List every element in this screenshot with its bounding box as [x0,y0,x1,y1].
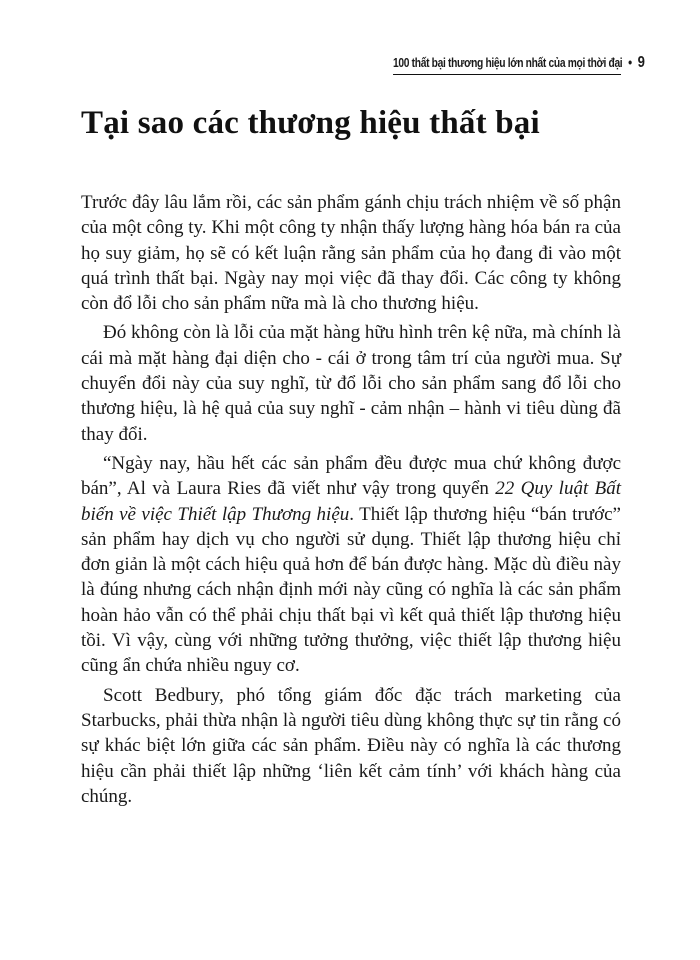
body-text [81,190,621,813]
page-number: 9 [637,54,645,71]
book-title: 100 thất bại thương hiệu lớn nhất của mọi thời đại [393,56,623,70]
chapter-title: Tại sao các thương hiệu thất bại [81,105,540,141]
paragraph-3-lead: “Ngày nay, hầu hết các sản phẩm đều được mua chứ không được bán”, Al và Laura Ries đã viết như vậy trong quyển [81,452,621,500]
paragraph-3 [81,451,621,679]
paragraph-1: Trước đây lâu lắm rồi, các sản phẩm gánh chịu trách nhiệm về số phận của một công ty. Khi một công ty nhận thấy lượng hàng hóa bán ra của họ suy giảm, họ sẽ có kết luận rằng sản phẩm của họ đang đi vào một quá trình thất bại. Ngày nay mọi việc đã thay đổi. Các công ty không còn đổ lỗi cho sản phẩm nữa mà là cho thương hiệu. [81,192,621,315]
paragraph-4: Scott Bedbury, phó tổng giám đốc đặc trách marketing của Starbucks, phải thừa nhận là người tiêu dùng không thực sự tin rằng có sự khác biệt lớn giữa các sản phẩm. Điều này có nghĩa là các thương hiệu cần phải thiết lập những ‘liên kết cảm tính’ với khách hàng của chúng. [81,684,621,807]
book-reference-title: 22 Quy luật Bất biến về việc Thiết lập Thương hiệu [81,478,621,525]
paragraph-2: Đó không còn là lỗi của mặt hàng hữu hình trên kệ nữa, mà chính là cái mà mặt hàng đại diện cho - cái ở trong tâm trí của người mua. Sự chuyển đổi này của suy nghĩ, từ đổ lỗi cho sản phẩm sang đổ lỗi cho thương hiệu, là hệ quả của suy nghĩ - cảm nhận – hành vi tiêu dùng đã thay đổi. [81,322,621,445]
paragraph-3-rest: . Thiết lập thương hiệu “bán trước” sản phẩm hay dịch vụ cho người sử dụng. Thiết lập thương hiệu chỉ đơn giản là một cách hiệu quả hơn để bán được hàng. Mặc dù điều này là đúng nhưng cách nhận định mới này cũng có nghĩa là các sản phẩm hoàn hảo vẫn có thể phải chịu thất bại vì kết quả thiết lập thương hiệu tồi. Vì vậy, cùng với những tưởng thưởng, việc thiết lập thương hiệu cũng ẩn chứa nhiều nguy cơ. [81,503,621,677]
bullet-separator: • [628,54,632,70]
running-header [393,53,645,75]
